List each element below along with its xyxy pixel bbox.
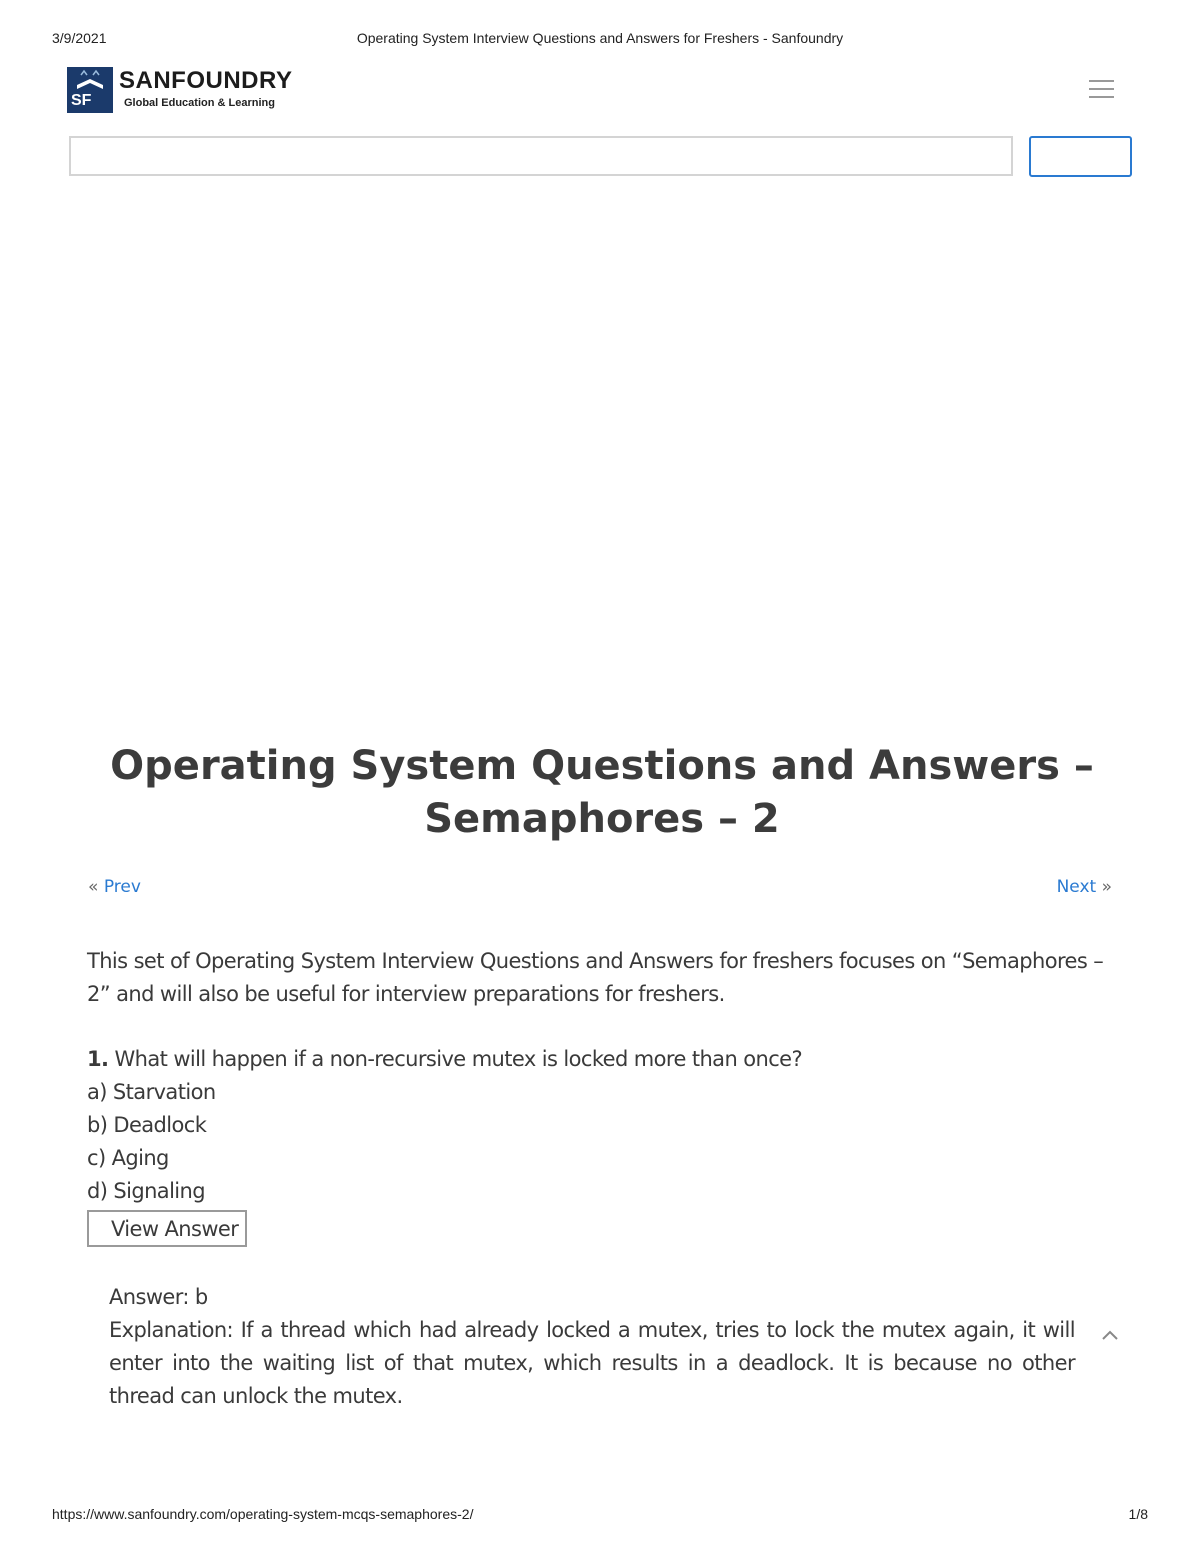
logo-sf-text: SF: [71, 92, 92, 109]
prev-label: Prev: [103, 877, 141, 897]
search-button[interactable]: [1029, 136, 1132, 177]
explanation-text: Explanation: If a thread which had already locked a mutex, tries to lock the mutex again, it will enter into the waiting list of that mutex, which results in a deadlock. It is because no other thread can unlock the mutex.: [109, 1318, 1075, 1408]
option-b: b) Deadlock: [87, 1113, 207, 1137]
view-answer-button[interactable]: View Answer: [87, 1210, 247, 1247]
next-label: Next: [1056, 877, 1097, 897]
article-content: [87, 945, 1117, 1408]
logo-name: SANFOUNDRY: [119, 67, 293, 94]
question-number: 1.: [87, 1047, 109, 1071]
print-url: https://www.sanfoundry.com/operating-system-mcqs-semaphores-2/: [52, 1506, 474, 1522]
print-date: 3/9/2021: [52, 30, 107, 46]
next-arrow-icon: »: [1101, 877, 1112, 897]
scroll-to-top-icon[interactable]: [1100, 1326, 1120, 1346]
logo-mark: [67, 67, 113, 113]
print-title: Operating System Interview Questions and Answers for Freshers - Sanfoundry: [356, 30, 844, 46]
question-text: What will happen if a non-recursive mutex is locked more than once?: [114, 1047, 802, 1071]
hamburger-menu-icon[interactable]: [1089, 80, 1114, 100]
option-c: c) Aging: [87, 1146, 169, 1170]
option-a: a) Starvation: [87, 1080, 216, 1104]
print-footer: [52, 1506, 1148, 1526]
print-header: [52, 30, 1148, 50]
question-line: [87, 1043, 1117, 1076]
question-block: [87, 1043, 1117, 1408]
option-d: d) Signaling: [87, 1179, 205, 1203]
prev-arrow-icon: «: [88, 877, 99, 897]
next-link[interactable]: [1057, 877, 1112, 897]
site-logo[interactable]: [67, 67, 327, 115]
page-title: Operating System Questions and Answers – Semaphores – 2: [110, 743, 1094, 842]
prev-link[interactable]: [88, 877, 141, 897]
page-number: 1/8: [1128, 1506, 1148, 1522]
answer-block: [109, 1281, 1075, 1408]
logo-tagline: Global Education & Learning: [124, 97, 275, 109]
search-input[interactable]: [69, 136, 1013, 176]
answer-text: Answer: b: [109, 1285, 208, 1309]
intro-paragraph: This set of Operating System Interview Questions and Answers for freshers focuses on “Semaphores – 2” and will also be useful for interview preparations for freshers.: [87, 949, 1104, 1006]
